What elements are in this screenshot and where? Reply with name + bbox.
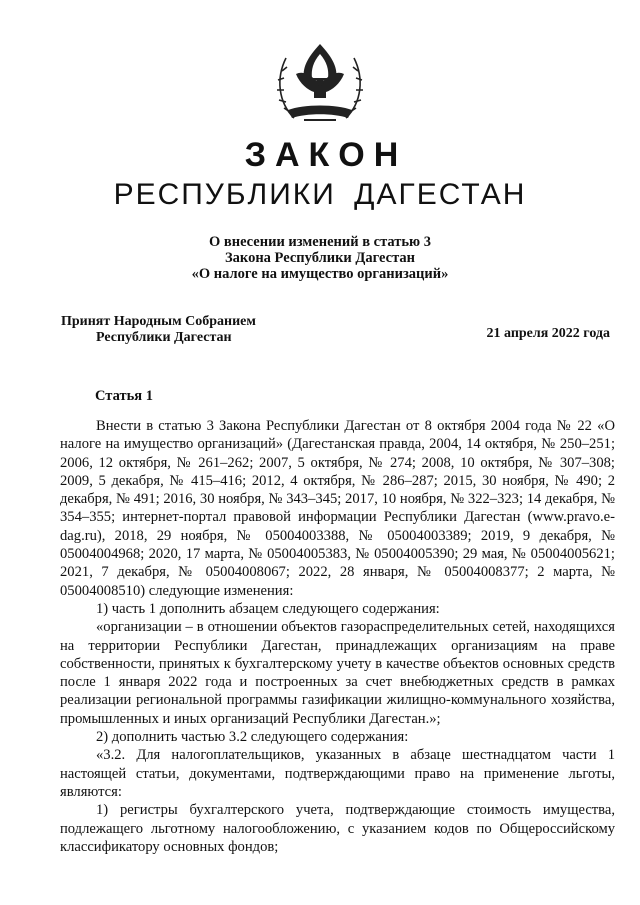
article-heading: Статья 1 <box>95 388 153 404</box>
adoption-note <box>61 314 256 345</box>
adoption-date: 21 апреля 2022 года <box>486 326 610 341</box>
coat-of-arms-emblem <box>274 40 366 126</box>
law-subject <box>0 234 640 282</box>
subject-line: «О налоге на имущество организаций» <box>191 266 449 282</box>
article-body <box>60 417 615 856</box>
paragraph: «организации – в отношении объектов газораспределительных сетей, находящихся на территории Республики Дагестан, принадлежащих организациям на праве собственности, принятых к бухгалтерскому учету в качестве объектов основных средств после 1 января 2022 года и построенных за счет внебюджетных средств в рамках реализации региональной программы газификации жилищно-коммунального хозяйства, промышленных и иных организаций Республики Дагестан.»; <box>60 619 615 727</box>
subject-line: Закона Республики Дагестан <box>225 250 415 266</box>
subject-line: О внесении изменений в статью 3 <box>208 234 432 250</box>
adoption-line: Принят Народным Собранием <box>61 314 256 329</box>
paragraph: Внести в статью 3 Закона Республики Дагестан от 8 октября 2004 года № 22 «О налоге на имущество организаций» (Дагестанская правда, 2004, 14 октября, № 250–251; 2006, 12 октября, № 261–262; 2007, 5 октября, № 274; 2008, 10 октября, № 307–308; 2009, 5 декабря, № 415–416; 2012, 4 октября, № 286–287; 2015, 30 ноября, № 490; 2 декабря, № 491; 2016, 30 ноября, № 343–345; 2017, 10 ноября, № 322–323; 14 декабря, № 354–355; интернет-портал правовой информации Республики Дагестан (www.pravo.e-dag.ru), 2018, 29 ноября, № 05004003388, № 05004003389; 2019, 9 декабря, № 05004004968; 2020, 17 марта, № 05004005383, № 05004005390; 29 мая, № 05004005621; 2021, 7 декабря, № 05004008067; 2022, 28 января, № 05004008377; 2 марта, № 05004008510) следующие изменения: <box>60 418 615 599</box>
paragraph: «3.2. Для налогоплательщиков, указанных в абзаце шестнадцатом части 1 настоящей статьи, документами, подтверждающими право на применение льготы, являются: <box>60 747 615 800</box>
paragraph: 2) дополнить частью 3.2 следующего содержания: <box>96 729 409 746</box>
paragraph: 1) регистры бухгалтерского учета, подтверждающие стоимость имущества, подлежащего льготному налогообложению, с указанием кодов по Общероссийскому классификатору основных фондов; <box>60 802 615 855</box>
adoption-line: Республики Дагестан <box>96 329 232 345</box>
paragraph: 1) часть 1 дополнить абзацем следующего содержания: <box>96 600 440 617</box>
document-subtitle: РЕСПУБЛИКИ ДАГЕСТАН <box>113 178 527 211</box>
document-title: ЗАКОН <box>244 136 408 174</box>
